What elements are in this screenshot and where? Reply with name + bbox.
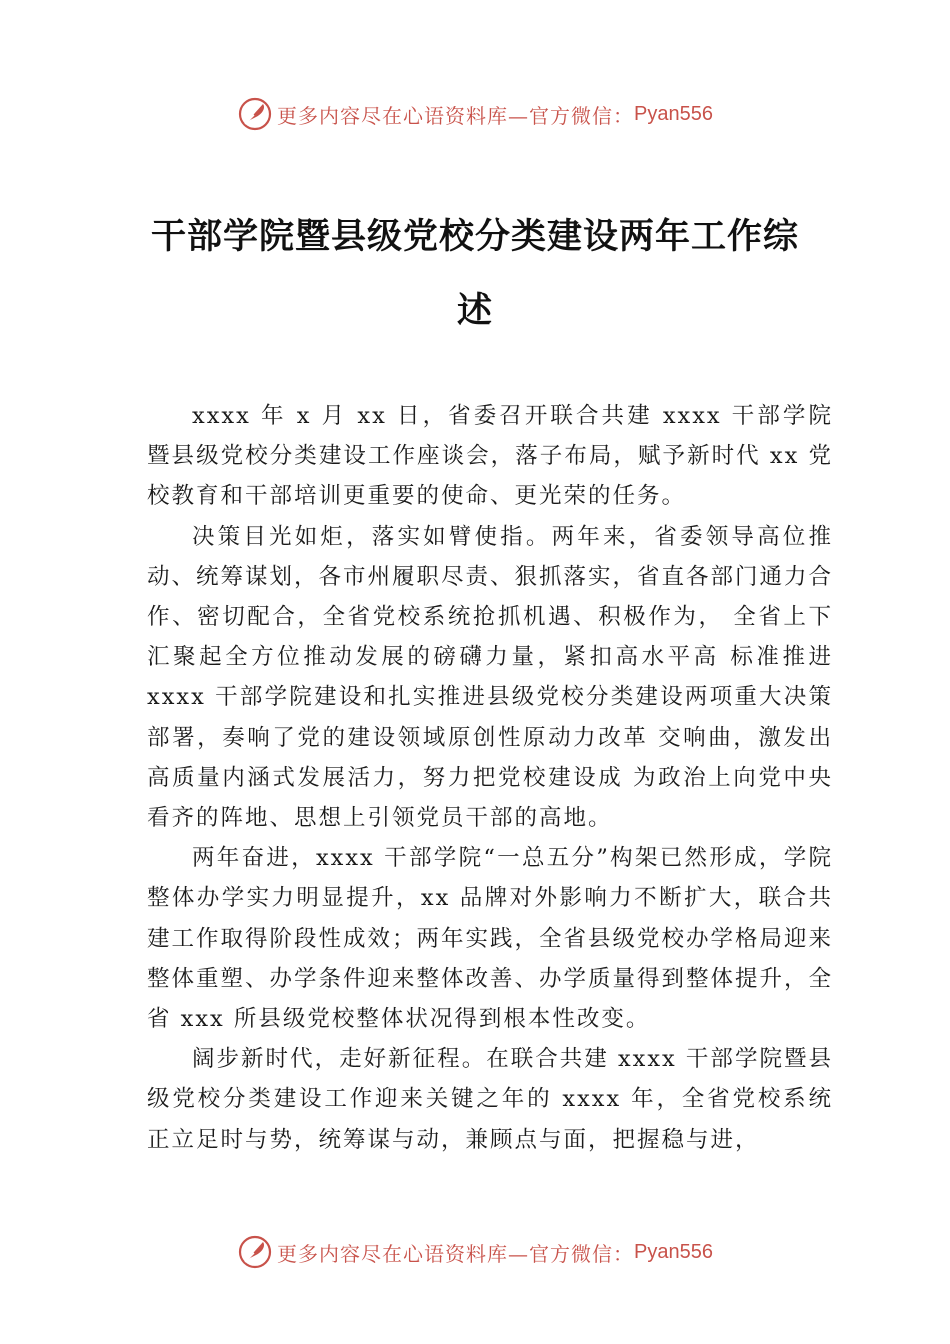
title-line-1: 干部学院暨县级党校分类建设两年工作综 xyxy=(150,216,799,257)
banner-text: 更多内容尽在心语资料库—官方微信： xyxy=(277,103,635,128)
paragraph-4: 阔步新时代，走好新征程。在联合共建 xxxx 干部学院暨县级党校分类建设工作迎来关键之年的 xxxx 年，全省党校系统正立足时与势，统筹谋与动，兼顾点与面，把握稳与进， xyxy=(147,1046,833,1153)
document-title xyxy=(150,200,800,348)
banner-text: 更多内容尽在心语资料库—官方微信： xyxy=(277,1241,635,1266)
quill-logo-icon xyxy=(237,1234,273,1270)
paragraph-2: 决策目光如炬，落实如臂使指。两年来，省委领导高位推动、统筹谋划，各市州履职尽责、狠抓落实，省直各部门通力合作、密切配合，全省党校系统抢抓机遇、积极作为， 全省上下汇聚起全方位推动发展的磅礴力量，紧扣高水平高 标准推进 xxxx 干部学院建设和扎实推进县级党校分类建设两项重大决策部署，奏响了党的建设领域原创性原动力改革 交响曲，激发出高质量内涵式发展活力，努力把党校建设成 为政治上向党中央看齐的阵地、思想上引领党员干部的高地。 xyxy=(147,523,834,832)
paragraph-1: xxxx 年 x 月 xx 日，省委召开联合共建 xxxx 干部学院暨县级党校分类建设工作座谈会，落子布局，赋予新时代 xx 党校教育和干部培训更重要的使命、更光荣的任务。 xyxy=(147,403,833,510)
title-line-2: 述 xyxy=(456,290,493,331)
footer-banner xyxy=(0,1232,950,1272)
header-banner xyxy=(0,94,950,134)
paragraph-3: 两年奋进，xxxx 干部学院“一总五分”构架已然形成，学院整体办学实力明显提升，xx 品牌对外影响力不断扩大，联合共建工作取得阶段性成效；两年实践，全省县级党校办学格局迎来整体重塑、办学条件迎来整体改善、办学质量得到整体提升，全省 xxx 所县级党校整体状况得到根本性改变。 xyxy=(147,845,834,1033)
banner-wechat-account: Pyan556 xyxy=(634,1240,713,1263)
banner-wechat-account: Pyan556 xyxy=(634,102,713,125)
document-body xyxy=(147,396,833,1160)
quill-logo-icon xyxy=(237,96,273,132)
